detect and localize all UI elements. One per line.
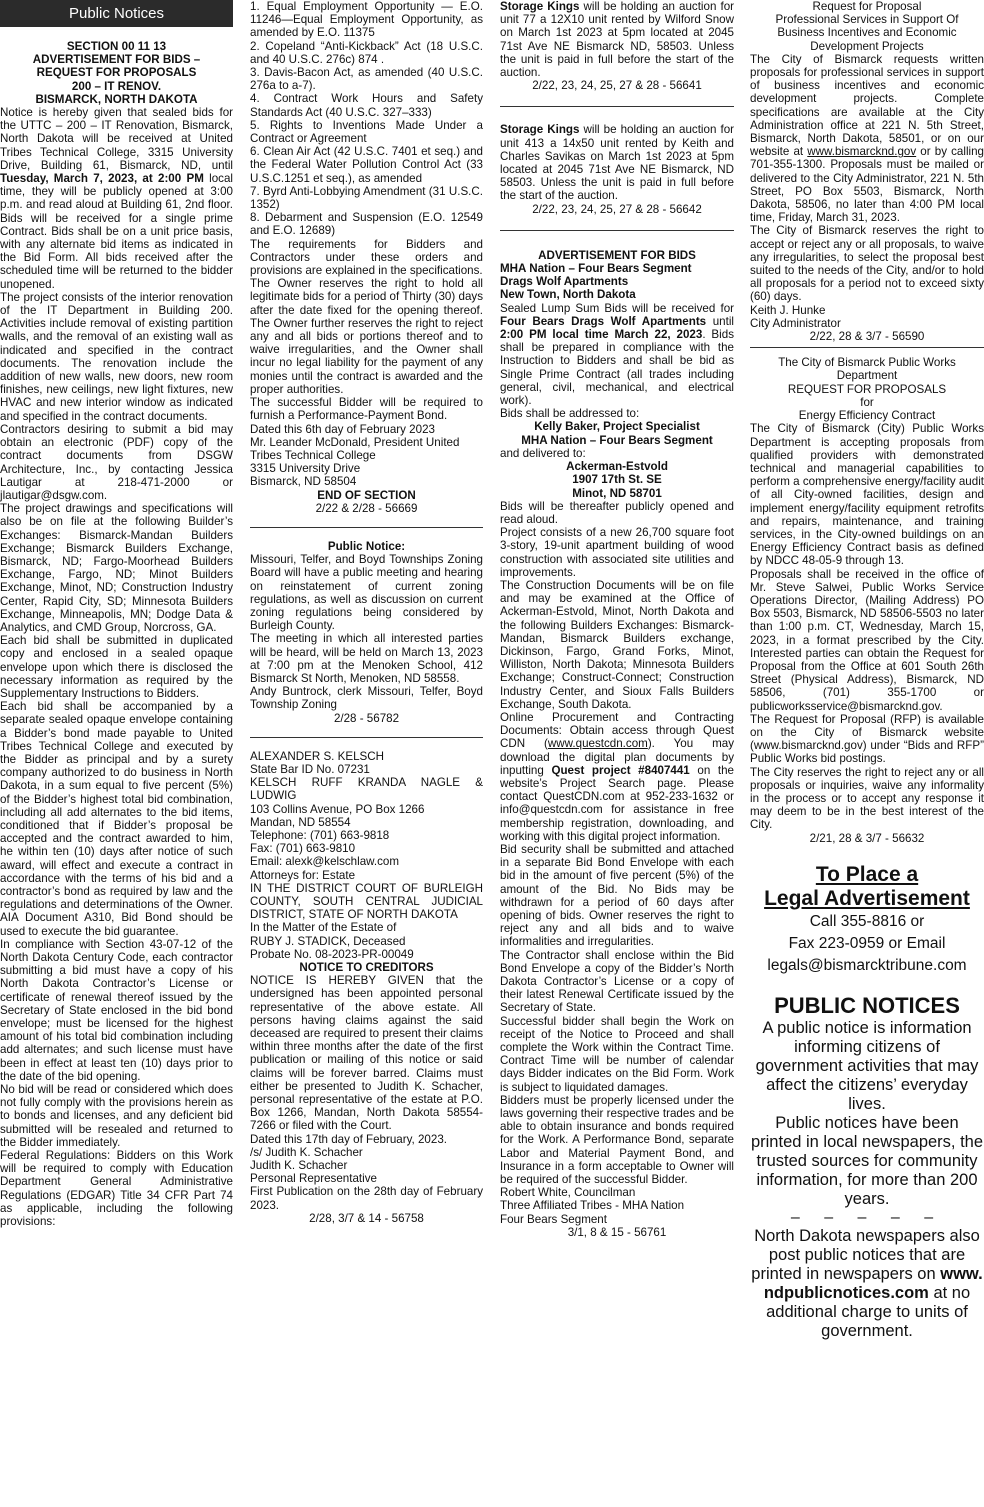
court-caption: IN THE DISTRICT COURT OF BURLEIGH COUNTY, SOUTH CENTRAL JUDICIAL DISTRICT, STATE OF NORTH DAKOTA [250, 881, 483, 922]
bismarck-website-link[interactable]: www.bismarcknd.gov [807, 145, 917, 159]
list-item: 2. Copeland “Anti-Kickback” Act (18 U.S.C. and 40 U.S.C. 276c) 874 . [250, 39, 483, 66]
notice-heading: for [860, 395, 874, 409]
notice-reference: 2/22, 23, 24, 25, 27 & 28 - 56641 [532, 79, 702, 93]
matter-line: In the Matter of the Estate of [250, 921, 397, 935]
paragraph: Bidders must be properly licensed under the laws governing their respective trades and be able to obtain insurance and bonds required for the Work. A Performance Bond, separate Labor and Material Payment Bond, and Insurance in a form acceptable to Owner will be required of the successful Bidder. [500, 1093, 734, 1187]
attorney-line: ALEXANDER S. KELSCH [250, 749, 385, 763]
paragraph: Each bid shall be accompanied by a separate sealed opaque envelope containing a Bidder’s bond made payable to United Tribes Technical College and executed by the Bidder as principal and by a surety company authorized to do business in North Dakota, in a sum equal to five percent (5%) of the Bidder’s highest total bid combination, including all add alternates to the bid items, conditioned that if Bidder’s proposal be accepted and the contract awarded to him, he within ten (10) days after notice of such award, will effect and execute a contract in accordance with the terms of his bid and a contractor’s bond as required by law and the regulations and determinations of the Owner. AIA Document A310, Bid Bond should be used to execute the bid guarantee. [0, 700, 233, 938]
end-of-section: END OF SECTION [317, 488, 416, 502]
column-3 [500, 0, 734, 1507]
notice-heading: MHA Nation – Four Bears Segment [500, 262, 692, 276]
notice-heading: Professional Services in Support Of [775, 13, 959, 27]
attorney-line: Mandan, ND 58554 [250, 815, 351, 829]
list-item: 8. Debarment and Suspension (E.O. 12549 and E.O. 12689) [250, 211, 483, 238]
divider [250, 737, 483, 738]
attorney-line: Telephone: (701) 663-9818 [250, 828, 390, 842]
paragraph: The City of Bismarck requests written proposals for professional services in support of business incentives and economic development projects. Complete specifications are available at the City Administration office at 221 N. 5th Street, Bismarck, North Dakota, 58501, or on our website at www.bismarcknd.gov or by calling 701-355-1300. Proposals must be mailed or delivered to the City Administrator, 221 N. 5th Street, PO Box 5503, Bismarck, North Dakota, 58506, no later than 4:00 PM local time, Friday, March 31, 2023. [750, 52, 984, 225]
public-notices-promo [750, 993, 984, 1341]
list-item: 5. Rights to Inventions Made Under a Contract or Agreement [250, 118, 483, 146]
signature-line: Bismarck, ND 58504 [250, 475, 357, 489]
notice-heading: Business Incentives and Economic [777, 26, 957, 40]
notice-heading: Drags Wolf Apartments [500, 275, 629, 289]
notice-reference: 2/28, 3/7 & 14 - 56758 [309, 1211, 424, 1225]
notice-reference: 2/21, 28 & 3/7 - 56632 [809, 831, 925, 845]
attorney-line: 103 Collins Avenue, PO Box 1266 [250, 802, 425, 816]
column-4 [750, 0, 984, 1507]
notice-reference: 2/22 & 2/28 - 56669 [315, 501, 418, 515]
paragraph: Bid security shall be submitted and attached in a separate Bid Bond Envelope with each bid in the amount of five percent (5%) of the amount of the Bid. No Bids may be withdrawn for a period of 60 days after opening of bids. Owner reserves the right to reject any and all bids and to waive informalities and irregularities. [500, 842, 734, 949]
rfp-business-incentives [750, 0, 984, 343]
paragraph: In compliance with Section 43-07-12 of the North Dakota Century Code, each contractor submitting a bid must have a copy of his North Dakota Contractor’s License or certificate of renewal thereof issued by the Secretary of State enclosed in the bid bond envelope; must be licensed for the highest amount of his total bid combination including add alternates; and such license must have been in effect at least ten (10) days prior to the date of the bid opening. [0, 937, 233, 1083]
notice-reference: 2/22, 28 & 3/7 - 56590 [809, 330, 925, 344]
notice-reference: 2/28 - 56782 [333, 711, 400, 725]
notice-heading: REQUEST FOR PROPOSALS [787, 382, 947, 396]
notice-reference: 2/22, 23, 24, 25, 27 & 28 - 56642 [532, 202, 702, 216]
attorney-line: Fax: (701) 663-9810 [250, 842, 356, 856]
notice-heading: Request for Proposal [812, 0, 922, 13]
matter-line: Probate No. 08-2023-PR-00049 [250, 947, 414, 961]
list-item: 4. Contract Work Hours and Safety Standards Act (40 U.S.C. 327–333) [250, 92, 483, 119]
signature-line: Judith K. Schacher [250, 1159, 348, 1173]
signature-line: Mr. Leander McDonald, President United Tribes Technical College [250, 435, 460, 462]
paragraph: The Request for Proposal (RFP) is available on the City of Bismarck website (www.bismarcknd.gov) under “Bids and RFP” Public Works bid postings. [750, 712, 984, 766]
column-2 [250, 0, 483, 1507]
notice-heading: The City of Bismarck Public Works Department [778, 356, 956, 383]
paragraph: Federal Regulations: Bidders on this Work will be required to comply with Education Department General Administrative Regulations (EDGAR) Title 34 CFR Part 74 as applicable, including the following provisions: [0, 1149, 233, 1229]
signature-line: Four Bears Segment [500, 1212, 607, 1226]
signature-line: City Administrator [750, 316, 841, 330]
address-line: Ackerman-Estvold [566, 460, 668, 474]
paragraph: Sealed Lump Sum Bids will be received for Four Bears Drags Wolf Apartments until 2:00 PM local time March 22, 2023. Bids shall be prepared in compliance with the Instruction to Bidders and shall be bid as Single Prime Contract (all trades including general, civil, mechanical, and electrical work). [500, 301, 734, 408]
divider [750, 347, 984, 348]
paragraph: The City of Bismarck reserves the right to accept or reject any or all proposals, to waive any irregularities, to select the proposal best suited to the needs of the City, and/or to hold all proposals for a period not to exceed sixty (60) days. [750, 224, 984, 304]
paragraph: NOTICE IS HEREBY GIVEN that the undersigned has been appointed personal representative of the above estate. All persons having claims against the said deceased are required to present their claims within three months after the date of the first publication or mailing of this notice or said claims will be forever barred. Claims must either be presented to Judith K. Schacher, personal representative of the estate at P.O. Box 1266, Mandan, North Dakota 58554-7266 or filed with the Court. [250, 974, 483, 1133]
section-header: Public Notices [0, 0, 233, 27]
rfp-energy-efficiency [750, 356, 984, 845]
paragraph: The meeting in which all interested parties will be heard, will be held on March 13, 2023 at 7:00 pm at the Menoken School, 412 Bismarck St North, Menoken, ND 58558. [250, 632, 483, 685]
notice-heading: Energy Efficiency Contract [798, 409, 936, 423]
signature-line: Dated this 6th day of February 2023 [250, 422, 435, 436]
storage-kings-notice-1 [500, 0, 734, 92]
column-1 [0, 0, 233, 1507]
paragraph: Proposals shall be received in the office of Mr. Steve Salwei, Public Works Service Operations Director, (Mailing Address) PO Box 5503, Bismarck, ND 58506-5503 no later than 1:00 p.m. CT, Wednesday, March 15, 2023, in a format prescribed by the City. Interested parties can obtain the Request for Proposal from the Office at 601 South 26th Street (Physical Address), Bismarck, ND 58506, (701) 355-1700 or publicworksservice@bismarcknd.gov. [750, 567, 984, 713]
divider [500, 230, 734, 231]
signature-line: 3315 University Drive [250, 462, 361, 476]
notice-heading: 200 – IT RENOV. [71, 79, 162, 93]
notice-title: ADVERTISEMENT FOR BIDS [538, 248, 696, 262]
place-ad-title: To Place a [815, 862, 919, 886]
paragraph: The project consists of the interior renovation of the IT Department in Building 200. Activities include removal of existing partition walls, and the removal of an existing wall as indicated and specified in the contract documents. The renovation include the addition of new walls, new doors, new room finishes, new ceilings, new light fixtures, new HVAC and new interior window as indicated and specified in the contract documents. [0, 290, 233, 423]
signature-line: /s/ Judith K. Schacher [250, 1145, 363, 1159]
paragraph: The City of Bismarck (City) Public Works Department is accepting proposals from qualified providers with demonstrated technical and managerial capabilities to perform a comprehensive energy/facility audit of all City-owned facilities, design and implement energy/facility equipment retrofits and repairs, maintenance, and training services, in the City-owned buildings on an Energy Efficiency Contract basis as defined by NDCC 48-05-9 through 13. [750, 422, 984, 568]
matter-line: RUBY J. STADICK, Deceased [250, 934, 406, 948]
notice-heading: BISMARCK, NORTH DAKOTA [35, 92, 198, 106]
divider [500, 106, 734, 107]
notice-to-creditors [250, 750, 483, 1225]
address-intro: and delivered to: [500, 446, 586, 460]
divider [250, 527, 483, 528]
paragraph: The Construction Documents will be on file and may be examined at the Office of Ackerman-Estvold, Minot, North Dakota and the following Builders Exchanges: Bismarck-Mandan, Bismarck Builders exchange, Dickinson, Fargo, Grand Forks, Minot, Williston, North Dakota; Minnesota Builders Exchange; Construct-Connect; Construction Industry Center, and Sioux Falls Builders Exchange, South Dakota. [500, 578, 734, 711]
paragraph: Missouri, Telfer, and Boyd Townships Zoning Board will have a public meeting and hearing on reinstatement of current zoning regulations, as well as discussion on current zoning regulations being considered by Burleigh County. [250, 553, 483, 633]
paragraph: Contractors desiring to submit a bid may obtain an electronic (PDF) copy of the contract documents from DSGW Architecture, Inc., by contacting Jessica Lautigar at 218-471-2000 or jlautigar@dsgw.com. [0, 422, 233, 502]
paragraph: The requirements for Bidders and Contractors under these orders and provisions are explained in the specifications. [250, 237, 483, 278]
paragraph: The successful Bidder will be required to furnish a Performance-Payment Bond. [250, 396, 483, 423]
notice-heading: ADVERTISEMENT FOR BIDS – [32, 53, 201, 67]
notice-reference: 3/1, 8 & 15 - 56761 [567, 1225, 667, 1239]
mha-bid-notice [500, 249, 734, 1239]
promo-title: PUBLIC NOTICES [774, 992, 960, 1018]
signature-line: Keith J. Hunke [750, 303, 826, 317]
paragraph: Notice is hereby given that sealed bids for the UTTC – 200 – IT Renovation, Bismarck, North Dakota will be received at United Tribes Technical College, 3315 University Drive, Building 61, Bismarck, ND, until Tuesday, March 7, 2023, at 2:00 PM local time, they will be publicly opened at 3:00 p.m. and read aloud at Building 61, 2nd floor. Bids will be received for a single prime Contract. Bids shall be on a unit price basis, with any alternate bid items as indicated in the Bid Form. All bids received after the scheduled time will be returned to the bidder unopened. [0, 106, 233, 291]
attorney-line: KELSCH RUFF KRANDA NAGLE & LUDWIG [250, 776, 483, 803]
contact-fax: Fax 223-0959 or Email [788, 934, 946, 952]
uttc-bid-notice-continued [250, 0, 483, 515]
place-legal-ad-box [750, 863, 984, 977]
paragraph: The Owner reserves the right to hold all legitimate bids for a period of Thirty (30) days after the date fixed for the opening thereof. The Owner further reserves the right to reject any and all bids or portions thereof and to waive irregularities, and the Owner shall incur no legal liability for the payment of any monies until the contract is awarded and the proper authorities. [250, 277, 483, 396]
notice-heading: SECTION 00 11 13 [66, 40, 167, 53]
signature-line: Personal Representative [250, 1172, 377, 1186]
zoning-public-notice [250, 540, 483, 725]
notice-title: NOTICE TO CREDITORS [299, 961, 434, 975]
paragraph: Storage Kings will be holding an auction for unit 77 a 12X10 unit rented by Wilford Snow on March 1st 2023 at 5pm located at 2045 71st Ave NE Bismarck ND, 58503. Unless the unit is paid in full before the start of the auction. [500, 0, 734, 80]
list-item: 6. Clean Air Act (42 U.S.C. 7401 et seq.) and the Federal Water Pollution Control Act (33 U.S.C.1251 et seq.), as amended [250, 145, 483, 185]
dash-separator: – – – – – [790, 1208, 944, 1226]
ndpublicnotices-link[interactable]: www. ndpublicnotices.com [763, 1264, 983, 1302]
paragraph: Storage Kings will be holding an auction for unit 413 a 14x50 unit rented by Keith and Charles Savikas on March 1st 2023 at 5pm located at 2045 71st Ave NE Bismarck, ND 58503. Unless the unit is paid in full before the start of the auction. [500, 123, 734, 203]
paragraph: Andy Buntrock, clerk Missouri, Telfer, Boyd Township Zoning [250, 685, 483, 712]
uttc-bid-notice [0, 40, 233, 1228]
address-line: 1907 17th St. SE [572, 473, 662, 487]
address-line: Minot, ND 58701 [572, 486, 662, 500]
notice-heading: New Town, North Dakota [500, 288, 636, 302]
contact-email[interactable]: legals@bismarcktribune.com [767, 956, 967, 974]
storage-kings-notice-2 [500, 123, 734, 215]
questcdn-link[interactable]: www.questcdn.com [547, 737, 648, 751]
attorney-line: State Bar ID No. 07231 [250, 762, 370, 776]
signature-line: Three Affiliated Tribes - MHA Nation [500, 1199, 685, 1213]
paragraph: Successful bidder shall begin the Work on receipt of the Notice to Proceed and shall complete the Work within the Contract Time. Contract Time will be number of calendar days Bidder indicates on the Bid Form. Work is subject to liquidated damages. [500, 1014, 734, 1094]
address-line: Kelly Baker, Project Specialist [534, 420, 700, 434]
list-item: 3. Davis-Bacon Act, as amended (40 U.S.C. 276a to a-7). [250, 66, 483, 93]
place-ad-title: Legal Advertisement [764, 886, 970, 910]
notice-heading: REQUEST FOR PROPOSALS [36, 66, 197, 80]
paragraph: Project consists of a new 26,700 square foot 3-story, 19-unit apartment building of wood construction with associated site utilities and improvements. [500, 526, 734, 579]
paragraph: The Contractor shall enclose within the Bid Bond Envelope a copy of the Bidder’s North Dakota Contractor’s License or a copy of their latest Renewal Certificate issued by the Secretary of State. [500, 948, 734, 1015]
paragraph: Online Procurement and Contracting Documents: Obtain access through Quest CDN (www.questcdn.com). You may download the digital plan documents by inputting Quest project #8407441 on the website’s Project Search page. Please contact QuestCDN.com at 952-233-1632 or info@questcdn.com for assistance in free membership registration, downloading, and working with this digital project information. [500, 710, 734, 843]
paragraph: First Publication on the 28th day of February 2023. [250, 1185, 483, 1212]
promo-paragraph: North Dakota newspapers also post public notices that are printed in newspapers on www. ndpublicnotices.com at no additional charge to units of government. [751, 1226, 983, 1340]
signature-line: Dated this 17th day of February, 2023. [250, 1132, 447, 1146]
list-item: 1. Equal Employment Opportunity — E.O. 11246—Equal Employment Opportunity, as amended by E.O. 11375 [250, 0, 483, 40]
paragraph: The City reserves the right to reject any or all proposals or inquiries, waive any informality in the process or to accept any response it may deem to be in the best interest of the City. [750, 765, 984, 832]
promo-paragraph: A public notice is information informing citizens of government activities that may affect the citizens’ everyday lives. [755, 1018, 979, 1113]
paragraph: Bids will be thereafter publicly opened and read aloud. [500, 499, 734, 526]
paragraph: Each bid shall be submitted in duplicated copy and enclosed in a sealed opaque envelope upon which there is disclosed the necessary information as required by the Supplementary Instructions to Bidders. [0, 634, 233, 700]
address-intro: Bids shall be addressed to: [500, 407, 640, 421]
address-line: MHA Nation – Four Bears Segment [521, 433, 713, 447]
contact-phone: Call 355-8816 or [809, 912, 925, 930]
attorney-line: Attorneys for: Estate [250, 868, 356, 882]
list-item: 7. Byrd Anti-Lobbying Amendment (31 U.S.C. 1352) [250, 184, 483, 212]
promo-paragraph: Public notices have been printed in local newspapers, the trusted sources for community information, for more than 200 years. [750, 1113, 984, 1208]
signature-line: Robert White, Councilman [500, 1186, 636, 1200]
notice-title: Public Notice: [327, 539, 406, 553]
attorney-line: Email: alexk@kelschlaw.com [250, 855, 400, 869]
notice-heading: Development Projects [810, 39, 924, 53]
paragraph: No bid will be read or considered which does not fully comply with the provisions herein as to bonds and licenses, and any deficient bid submitted will be resealed and returned to the Bidder immediately. [0, 1083, 233, 1149]
paragraph: The project drawings and specifications will also be on file at the following Builder’s Exchanges: Bismarck-Mandan Builders Exchange; Bismarck Builders Exchange, Bismarck, ND; Fargo-Moorhead Builders Exchange, Fargo, ND; Minot Builders Exchange, Minot, ND; Construction Industry Center, Rapid City, SD; Minnesota Builders Exchange, Minneapolis, MN; Dodge Data & Analytics, and CMD Group, Norcross, GA. [0, 502, 233, 634]
